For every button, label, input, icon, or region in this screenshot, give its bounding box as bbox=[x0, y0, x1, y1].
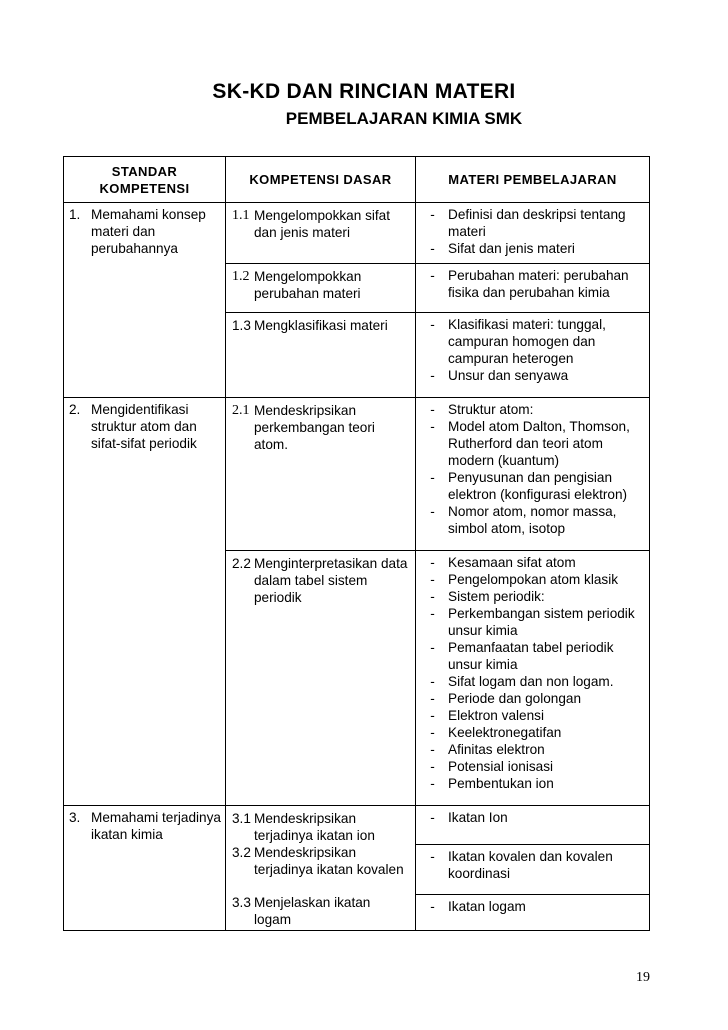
bullet-dash: - bbox=[430, 241, 435, 256]
materi-list bbox=[416, 203, 649, 263]
list-item bbox=[420, 809, 645, 826]
list-item bbox=[420, 206, 645, 240]
materi-list bbox=[416, 264, 649, 307]
materi-cell bbox=[416, 894, 650, 931]
list-item bbox=[420, 758, 645, 775]
list-item bbox=[420, 605, 645, 639]
kd-cell bbox=[226, 313, 416, 398]
bullet-dash: - bbox=[430, 759, 435, 774]
materi-item-text: Elektron valensi bbox=[448, 708, 544, 723]
materi-item-text: Sifat logam dan non logam. bbox=[448, 674, 614, 689]
header-kompetensi-dasar: KOMPETENSI DASAR bbox=[226, 157, 416, 203]
bullet-dash: - bbox=[430, 555, 435, 570]
list-item bbox=[420, 673, 645, 690]
bullet-dash: - bbox=[430, 572, 435, 587]
list-item bbox=[420, 418, 645, 469]
list-item bbox=[420, 848, 645, 882]
materi-item-text: Perkembangan sistem periodik unsur kimia bbox=[448, 606, 635, 638]
kd-text: Mengelompokkan sifat dan jenis materi bbox=[254, 208, 391, 240]
materi-item-text: Pemanfaatan tabel periodik unsur kimia bbox=[448, 640, 614, 672]
list-item bbox=[420, 775, 645, 792]
materi-item-text: Struktur atom: bbox=[448, 402, 534, 417]
kd-cell bbox=[226, 551, 416, 806]
table-row bbox=[64, 398, 650, 551]
materi-cell bbox=[416, 806, 650, 845]
list-item bbox=[420, 367, 645, 384]
materi-item-text: Perubahan materi: perubahan fisika dan perubahan kimia bbox=[448, 268, 629, 300]
kd-text: Mendeskripsikan terjadinya ikatan kovalen bbox=[254, 845, 404, 877]
materi-item-text: Periode dan golongan bbox=[448, 691, 582, 706]
materi-list bbox=[416, 845, 649, 888]
materi-item-text: Ikatan kovalen dan kovalen koordinasi bbox=[448, 848, 613, 881]
kd-number: 3.1 bbox=[232, 811, 251, 826]
materi-item-text: Model atom Dalton, Thomson, Rutherford dan teori atom modern (kuantum) bbox=[448, 419, 630, 468]
bullet-dash: - bbox=[430, 470, 435, 485]
bullet-dash: - bbox=[430, 848, 435, 864]
kd-text: Menginterpretasikan data dalam tabel sistem periodik bbox=[254, 556, 408, 605]
list-item bbox=[420, 469, 645, 503]
materi-item-text: Potensial ionisasi bbox=[448, 759, 554, 774]
bullet-dash: - bbox=[430, 725, 435, 740]
sk-text: Mengidentifikasi struktur atom dan sifat-sifat periodik bbox=[91, 402, 197, 451]
sk-text: Memahami konsep materi dan perubahannya bbox=[91, 207, 206, 256]
list-item bbox=[420, 724, 645, 741]
materi-cell bbox=[416, 313, 650, 398]
materi-list bbox=[416, 895, 649, 921]
materi-item-text: Afinitas elektron bbox=[448, 742, 545, 757]
bullet-dash: - bbox=[430, 589, 435, 604]
materi-item-text: Sifat dan jenis materi bbox=[448, 241, 575, 256]
materi-table bbox=[63, 156, 650, 931]
kd-text: Mendeskripsikan perkembangan teori atom. bbox=[254, 403, 375, 452]
header-materi-pembelajaran: MATERI PEMBELAJARAN bbox=[416, 157, 650, 203]
sk-number: 1. bbox=[69, 207, 81, 222]
kd-cell bbox=[226, 894, 416, 931]
sk-number: 2. bbox=[69, 402, 81, 417]
materi-item-text: Nomor atom, nomor massa, simbol atom, isotop bbox=[448, 504, 617, 536]
kd-number: 2.1 bbox=[232, 403, 250, 418]
sk-text: Memahami terjadinya ikatan kimia bbox=[91, 810, 221, 842]
bullet-dash: - bbox=[430, 674, 435, 689]
bullet-dash: - bbox=[430, 317, 435, 332]
bullet-dash: - bbox=[430, 898, 435, 914]
materi-item-text: Keelektronegatifan bbox=[448, 725, 562, 740]
materi-item-text: Pembentukan ion bbox=[448, 776, 554, 791]
list-item bbox=[420, 707, 645, 724]
materi-item-text: Ikatan logam bbox=[448, 898, 526, 914]
header-standar-kompetensi: STANDAR KOMPETENSI bbox=[64, 157, 226, 203]
bullet-dash: - bbox=[430, 742, 435, 757]
list-item bbox=[420, 639, 645, 673]
kd-cell bbox=[226, 806, 416, 845]
list-item bbox=[420, 690, 645, 707]
bullet-dash: - bbox=[430, 268, 435, 283]
kd-text: Menjelaskan ikatan logam bbox=[254, 895, 371, 927]
bullet-dash: - bbox=[430, 419, 435, 434]
materi-item-text: Definisi dan deskripsi tentang materi bbox=[448, 207, 626, 239]
materi-item-text: Kesamaan sifat atom bbox=[448, 555, 576, 570]
materi-cell bbox=[416, 264, 650, 313]
kd-cell bbox=[226, 398, 416, 551]
page-number: 19 bbox=[636, 970, 650, 985]
bullet-dash: - bbox=[430, 504, 435, 519]
materi-item-text: Klasifikasi materi: tunggal, campuran homogen dan campuran heterogen bbox=[448, 317, 606, 366]
page-title: SK-KD DAN RINCIAN MATERI bbox=[212, 80, 516, 103]
materi-list bbox=[416, 806, 649, 832]
materi-cell bbox=[416, 551, 650, 806]
kd-cell bbox=[226, 203, 416, 264]
materi-item-text: Unsur dan senyawa bbox=[448, 368, 569, 383]
bullet-dash: - bbox=[430, 402, 435, 417]
bullet-dash: - bbox=[430, 368, 435, 383]
list-item bbox=[420, 267, 645, 301]
materi-item-text: Pengelompokan atom klasik bbox=[448, 572, 619, 587]
sk-cell bbox=[64, 203, 226, 398]
materi-list bbox=[416, 551, 649, 798]
sk-cell bbox=[64, 806, 226, 931]
materi-list bbox=[416, 398, 649, 543]
materi-item-text: Sistem periodik: bbox=[448, 589, 545, 604]
list-item bbox=[420, 571, 645, 588]
kd-text: Mengklasifikasi materi bbox=[254, 318, 388, 333]
bullet-dash: - bbox=[430, 776, 435, 791]
materi-cell bbox=[416, 844, 650, 894]
kd-number: 3.3 bbox=[232, 895, 251, 910]
kd-number: 1.2 bbox=[232, 269, 250, 284]
bullet-dash: - bbox=[430, 640, 435, 655]
kd-number: 1.1 bbox=[232, 208, 250, 223]
materi-list bbox=[416, 313, 649, 390]
list-item bbox=[420, 554, 645, 571]
kd-text: Mengelompokkan perubahan materi bbox=[254, 269, 362, 301]
materi-item-text: Ikatan Ion bbox=[448, 810, 508, 825]
kd-cell bbox=[226, 844, 416, 894]
bullet-dash: - bbox=[430, 691, 435, 706]
table-row bbox=[64, 203, 650, 264]
materi-cell bbox=[416, 203, 650, 264]
kd-number: 2.2 bbox=[232, 556, 251, 571]
list-item bbox=[420, 588, 645, 605]
kd-number: 3.2 bbox=[232, 845, 251, 860]
list-item bbox=[420, 898, 645, 915]
bullet-dash: - bbox=[430, 708, 435, 723]
kd-text: Mendeskripsikan terjadinya ikatan ion bbox=[254, 811, 375, 843]
page-subtitle: PEMBELAJARAN KIMIA SMK bbox=[285, 109, 523, 128]
list-item bbox=[420, 316, 645, 367]
list-item bbox=[420, 401, 645, 418]
sk-cell bbox=[64, 398, 226, 806]
list-item bbox=[420, 741, 645, 758]
kd-cell bbox=[226, 264, 416, 313]
materi-item-text: Penyusunan dan pengisian elektron (konfigurasi elektron) bbox=[448, 470, 628, 502]
kd-number: 1.3 bbox=[232, 318, 251, 333]
materi-cell bbox=[416, 398, 650, 551]
bullet-dash: - bbox=[430, 606, 435, 621]
sk-number: 3. bbox=[69, 810, 81, 825]
bullet-dash: - bbox=[430, 207, 435, 222]
bullet-dash: - bbox=[430, 810, 435, 825]
table-header-row bbox=[64, 157, 650, 203]
list-item bbox=[420, 503, 645, 537]
list-item bbox=[420, 240, 645, 257]
table-row bbox=[64, 806, 650, 845]
